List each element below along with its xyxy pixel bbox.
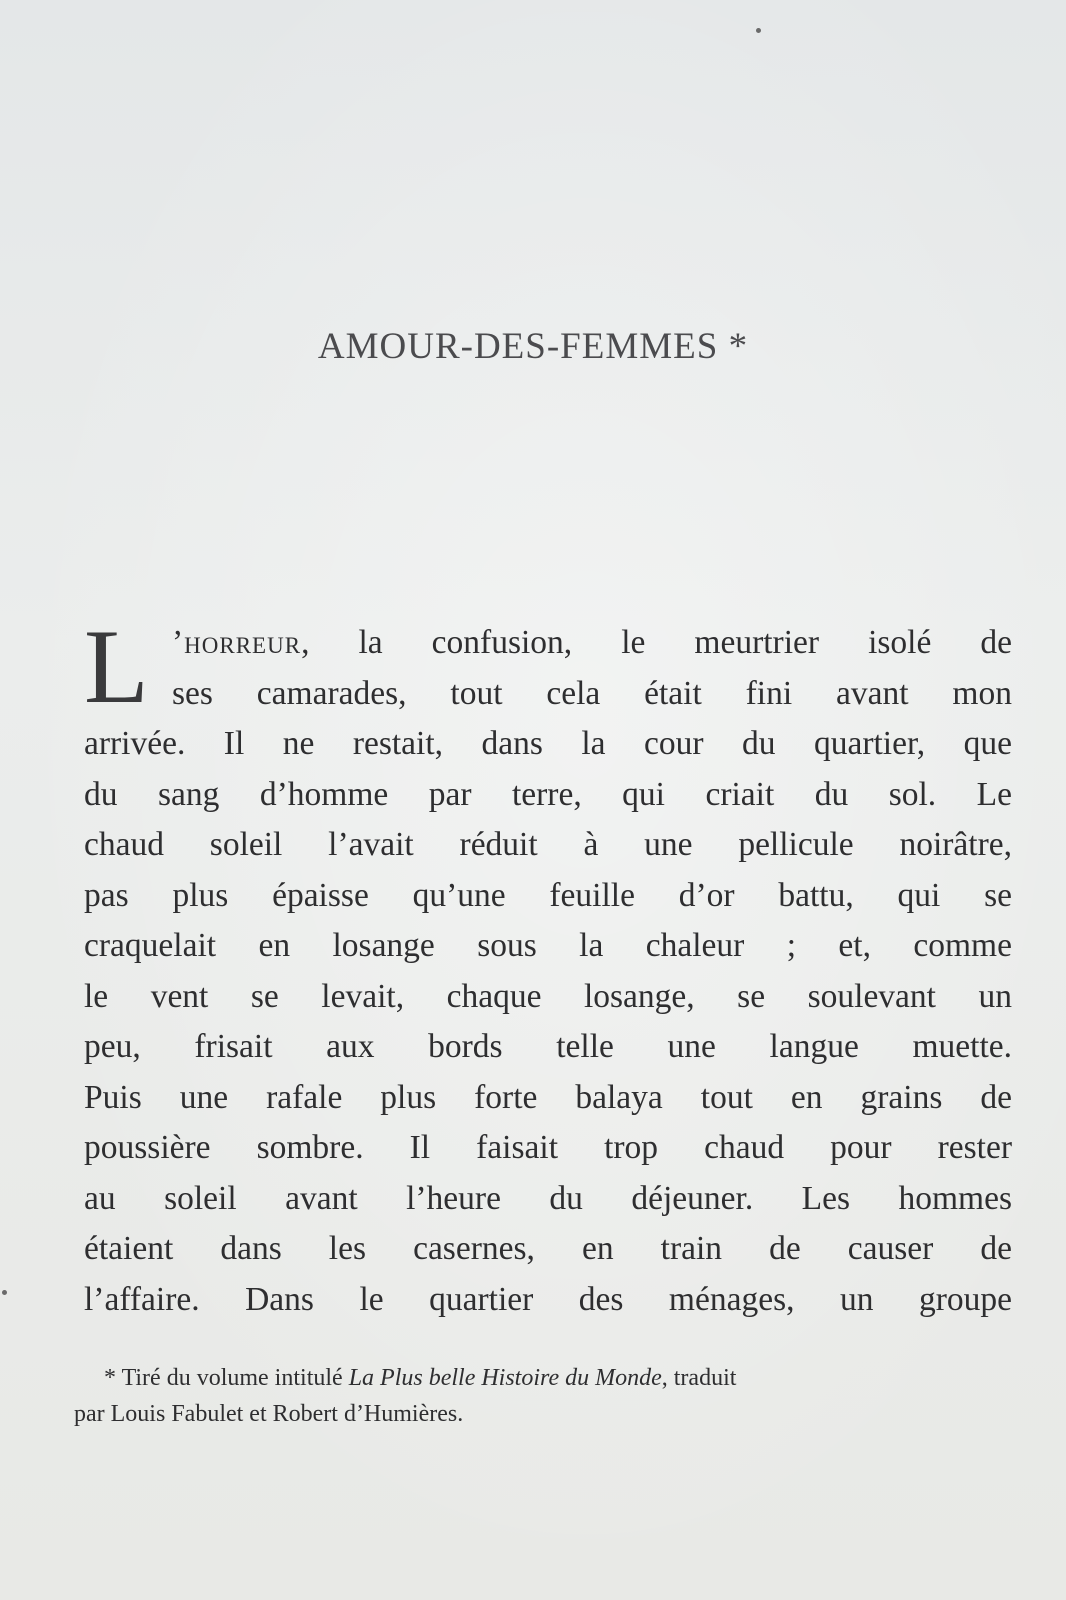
text-line-12: au soleil avant l’heure du déjeuner. Les hommes [84, 1179, 1012, 1217]
first-line-rest: , la confusion, le meurtrier isolé de [301, 624, 1012, 661]
text-line-11: poussière sombre. Il faisait trop chaud pour rester [84, 1129, 1012, 1166]
paper-speck [2, 1290, 7, 1295]
text-line-4: du sang d’homme par terre, qui criait du sol. Le [84, 775, 1012, 813]
paper-speck [756, 28, 761, 33]
body-text [84, 608, 1012, 1325]
footnote-line-1 [74, 1360, 1014, 1396]
text-line-13: étaient dans les casernes, en train de causer de [84, 1230, 1012, 1267]
footnote [74, 1360, 1014, 1432]
text-line-9: peu, frisait aux bords telle une langue muette. [84, 1028, 1012, 1065]
text-line-1 [84, 618, 1012, 669]
footnote-book-title: La Plus belle Histoire du Monde [348, 1365, 662, 1391]
drop-cap: L [84, 608, 149, 725]
text-line-14: l’affaire. Dans le quartier des ménages, un groupe [84, 1280, 1012, 1318]
text-line-5: chaud soleil l’avait réduit à une pellicule noirâtre, [84, 826, 1012, 863]
chapter-title: AMOUR-DES-FEMMES * [317, 326, 749, 367]
text-line-6: pas plus épaisse qu’une feuille d’or battu, qui se [84, 876, 1012, 914]
text-line-7: craquelait en losange sous la chaleur ; et, comme [84, 927, 1012, 964]
first-word: ’horreur [172, 624, 302, 661]
text-line-10: Puis une rafale plus forte balaya tout en grains de [84, 1078, 1012, 1116]
text-line-3: arrivée. Il ne restait, dans la cour du quartier, que [84, 725, 1012, 762]
text-line-2: ses camarades, tout cela était fini avant mon [172, 674, 1012, 712]
footnote-suffix: , traduit [661, 1365, 737, 1391]
footnote-prefix: * Tiré du volume intitulé [104, 1365, 349, 1391]
footnote-line-2: par Louis Fabulet et Robert d’Humières. [74, 1401, 464, 1427]
text-line-8: le vent se levait, chaque losange, se soulevant un [84, 977, 1012, 1015]
